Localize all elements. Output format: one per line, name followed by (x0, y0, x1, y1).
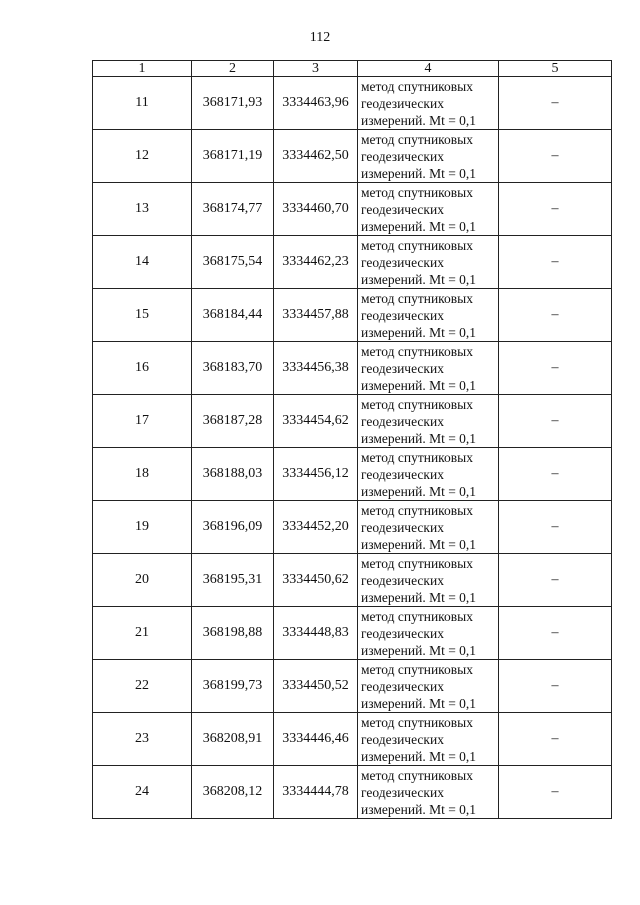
method-line: измерений. Mt = 0,1 (361, 748, 477, 764)
page-number: 112 (309, 30, 331, 45)
point-number-cell: 14 (93, 236, 192, 289)
y-coordinate-cell: 3334444,78 (274, 766, 358, 819)
method-line: измерений. Mt = 0,1 (361, 377, 477, 393)
point-number-cell: 11 (93, 77, 192, 130)
point-number-cell: 20 (93, 554, 192, 607)
table-row (93, 713, 612, 766)
note-cell: – (499, 130, 612, 183)
note-cell: – (499, 395, 612, 448)
point-number-cell: 24 (93, 766, 192, 819)
x-coordinate-cell: 368195,31 (192, 554, 274, 607)
y-coordinate-cell: 3334448,83 (274, 607, 358, 660)
note-cell: – (499, 501, 612, 554)
x-coordinate-cell: 368208,91 (192, 713, 274, 766)
table-row (93, 342, 612, 395)
method-line: измерений. Mt = 0,1 (361, 589, 477, 605)
method-cell (358, 607, 499, 660)
header-col-4: 4 (358, 61, 499, 77)
y-coordinate-cell: 3334456,12 (274, 448, 358, 501)
method-cell (358, 448, 499, 501)
method-line: метод спутниковых (361, 714, 473, 730)
note-cell: – (499, 448, 612, 501)
note-cell: – (499, 554, 612, 607)
method-cell (358, 130, 499, 183)
point-number-cell: 22 (93, 660, 192, 713)
y-coordinate-cell: 3334457,88 (274, 289, 358, 342)
header-col-1: 1 (93, 61, 192, 77)
x-coordinate-cell: 368198,88 (192, 607, 274, 660)
y-coordinate-cell: 3334450,52 (274, 660, 358, 713)
y-coordinate-cell: 3334456,38 (274, 342, 358, 395)
method-line: измерений. Mt = 0,1 (361, 536, 477, 552)
method-line: измерений. Mt = 0,1 (361, 642, 477, 658)
method-line: геодезических (361, 254, 444, 270)
method-cell (358, 289, 499, 342)
note-cell: – (499, 607, 612, 660)
y-coordinate-cell: 3334452,20 (274, 501, 358, 554)
method-cell (358, 236, 499, 289)
method-line: метод спутниковых (361, 131, 473, 147)
method-line: геодезических (361, 731, 444, 747)
note-cell: – (499, 713, 612, 766)
method-line: метод спутниковых (361, 78, 473, 94)
x-coordinate-cell: 368174,77 (192, 183, 274, 236)
table-row (93, 607, 612, 660)
method-line: метод спутниковых (361, 449, 473, 465)
method-cell (358, 713, 499, 766)
method-line: геодезических (361, 625, 444, 641)
x-coordinate-cell: 368187,28 (192, 395, 274, 448)
method-cell (358, 501, 499, 554)
header-col-3: 3 (274, 61, 358, 77)
method-line: метод спутниковых (361, 608, 473, 624)
x-coordinate-cell: 368208,12 (192, 766, 274, 819)
method-line: геодезических (361, 307, 444, 323)
x-coordinate-cell: 368171,19 (192, 130, 274, 183)
method-line: метод спутниковых (361, 237, 473, 253)
method-cell (358, 766, 499, 819)
method-line: метод спутниковых (361, 767, 473, 783)
x-coordinate-cell: 368196,09 (192, 501, 274, 554)
method-cell (358, 660, 499, 713)
method-line: геодезических (361, 360, 444, 376)
header-col-2: 2 (192, 61, 274, 77)
method-line: геодезических (361, 95, 444, 111)
method-line: метод спутниковых (361, 290, 473, 306)
table-row (93, 77, 612, 130)
y-coordinate-cell: 3334460,70 (274, 183, 358, 236)
header-col-5: 5 (499, 61, 612, 77)
method-cell (358, 395, 499, 448)
method-line: измерений. Mt = 0,1 (361, 695, 477, 711)
method-cell (358, 342, 499, 395)
x-coordinate-cell: 368171,93 (192, 77, 274, 130)
note-cell: – (499, 289, 612, 342)
method-line: геодезических (361, 519, 444, 535)
y-coordinate-cell: 3334462,23 (274, 236, 358, 289)
method-cell (358, 183, 499, 236)
table-row (93, 395, 612, 448)
point-number-cell: 16 (93, 342, 192, 395)
method-line: измерений. Mt = 0,1 (361, 801, 477, 817)
table-row (93, 183, 612, 236)
method-line: измерений. Mt = 0,1 (361, 271, 477, 287)
method-line: метод спутниковых (361, 396, 473, 412)
method-line: метод спутниковых (361, 184, 473, 200)
x-coordinate-cell: 368183,70 (192, 342, 274, 395)
x-coordinate-cell: 368188,03 (192, 448, 274, 501)
point-number-cell: 15 (93, 289, 192, 342)
method-line: геодезических (361, 466, 444, 482)
point-number-cell: 19 (93, 501, 192, 554)
note-cell: – (499, 342, 612, 395)
table-row (93, 554, 612, 607)
point-number-cell: 23 (93, 713, 192, 766)
note-cell: – (499, 766, 612, 819)
method-line: измерений. Mt = 0,1 (361, 430, 477, 446)
method-line: измерений. Mt = 0,1 (361, 112, 477, 128)
method-line: геодезических (361, 201, 444, 217)
y-coordinate-cell: 3334462,50 (274, 130, 358, 183)
point-number-cell: 18 (93, 448, 192, 501)
table-row (93, 660, 612, 713)
method-line: геодезических (361, 413, 444, 429)
point-number-cell: 12 (93, 130, 192, 183)
note-cell: – (499, 77, 612, 130)
method-line: геодезических (361, 148, 444, 164)
x-coordinate-cell: 368175,54 (192, 236, 274, 289)
method-line: метод спутниковых (361, 343, 473, 359)
point-number-cell: 21 (93, 607, 192, 660)
method-cell (358, 77, 499, 130)
table-body (93, 77, 612, 819)
method-line: геодезических (361, 572, 444, 588)
x-coordinate-cell: 368199,73 (192, 660, 274, 713)
method-line: измерений. Mt = 0,1 (361, 218, 477, 234)
note-cell: – (499, 183, 612, 236)
table-header (93, 61, 612, 77)
table-row (93, 766, 612, 819)
y-coordinate-cell: 3334463,96 (274, 77, 358, 130)
table-row (93, 236, 612, 289)
method-line: метод спутниковых (361, 502, 473, 518)
table-row (93, 289, 612, 342)
y-coordinate-cell: 3334454,62 (274, 395, 358, 448)
note-cell: – (499, 660, 612, 713)
table-row (93, 130, 612, 183)
method-line: измерений. Mt = 0,1 (361, 324, 477, 340)
point-number-cell: 13 (93, 183, 192, 236)
x-coordinate-cell: 368184,44 (192, 289, 274, 342)
method-line: измерений. Mt = 0,1 (361, 483, 477, 499)
method-line: метод спутниковых (361, 555, 473, 571)
note-cell: – (499, 236, 612, 289)
table-row (93, 448, 612, 501)
method-line: геодезических (361, 678, 444, 694)
y-coordinate-cell: 3334450,62 (274, 554, 358, 607)
method-cell (358, 554, 499, 607)
method-line: измерений. Mt = 0,1 (361, 165, 477, 181)
method-line: метод спутниковых (361, 661, 473, 677)
coordinates-table (92, 60, 612, 819)
header-row (93, 61, 612, 77)
y-coordinate-cell: 3334446,46 (274, 713, 358, 766)
method-line: геодезических (361, 784, 444, 800)
point-number-cell: 17 (93, 395, 192, 448)
table-row (93, 501, 612, 554)
